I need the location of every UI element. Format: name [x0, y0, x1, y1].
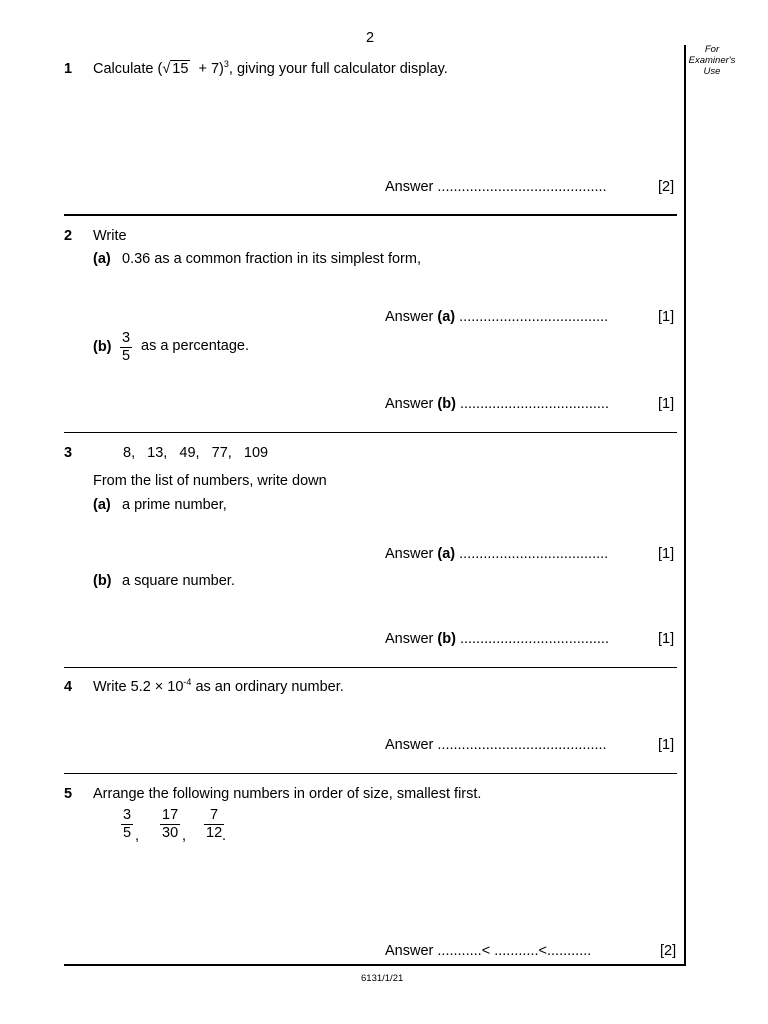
- q4-text: [93, 679, 344, 695]
- page-bottom-rule: [64, 964, 686, 966]
- q1-text: [93, 61, 448, 77]
- q3-answer-b-part: (b): [437, 631, 456, 647]
- examiner-margin-line: [684, 45, 686, 966]
- q2-number: 2: [64, 228, 73, 244]
- q3-answer-b-line[interactable]: [385, 631, 609, 647]
- q1-text-pre: Calculate (: [93, 61, 163, 77]
- q4-number: 4: [64, 679, 73, 695]
- q2-marks-a: [1]: [658, 309, 675, 325]
- q5-answer-label: Answer: [385, 943, 434, 959]
- q2-a-label: (a): [93, 251, 111, 267]
- page-number: 2: [366, 30, 375, 46]
- q2-answer-b-dots[interactable]: .....................................: [459, 396, 609, 412]
- q5-fraction-1-sep: ,: [135, 828, 140, 844]
- q1-marks: [2]: [658, 179, 675, 195]
- q1-text-post: , giving your full calculator display.: [228, 61, 448, 77]
- q5-fraction-3-denominator: 12: [206, 825, 223, 841]
- q5-text: Arrange the following numbers in order of size, smallest first.: [93, 786, 482, 802]
- q3-answer-a-dots[interactable]: .....................................: [459, 546, 609, 562]
- divider-q1-q2: [64, 214, 677, 216]
- q3-a-text: a prime number,: [122, 497, 227, 513]
- q3-answer-b-dots[interactable]: .....................................: [459, 631, 609, 647]
- q3-number: 3: [64, 445, 73, 461]
- q2-b-label: (b): [93, 339, 112, 355]
- q3-b-text: a square number.: [122, 573, 235, 589]
- q1-answer-line[interactable]: [385, 179, 607, 195]
- q4-marks: [1]: [658, 737, 675, 753]
- q3-intro: From the list of numbers, write down: [93, 473, 327, 489]
- q1-answer-dots[interactable]: ..........................................: [437, 179, 607, 195]
- examiner-margin-label: [685, 44, 739, 77]
- q2-b-numerator: 3: [122, 330, 131, 346]
- q1-answer-label: Answer: [385, 179, 434, 195]
- q5-fraction-2-numerator: 17: [162, 807, 179, 823]
- divider-q2-q3: [64, 432, 677, 433]
- sqrt-icon: √: [162, 61, 171, 77]
- q3-marks-a: [1]: [658, 546, 675, 562]
- q3-a-label: (a): [93, 497, 111, 513]
- q2-b-denominator: 5: [122, 348, 131, 364]
- examiner-label-line1: For: [704, 44, 720, 55]
- q3-answer-a-word: Answer: [385, 546, 434, 562]
- q5-answer-dots[interactable]: ...........< ...........<...........: [437, 943, 592, 959]
- q3-b-label: (b): [93, 573, 112, 589]
- q3-answer-b-word: Answer: [385, 631, 434, 647]
- q4-exponent: -4: [183, 677, 192, 687]
- q2-answer-a-line[interactable]: [385, 309, 608, 325]
- q3-answer-a-line[interactable]: [385, 546, 608, 562]
- q4-text-post: as an ordinary number.: [191, 679, 344, 695]
- q5-fraction-1-numerator: 3: [123, 807, 132, 823]
- q2-b-fraction: [120, 330, 132, 365]
- q2-answer-a-dots[interactable]: .....................................: [459, 309, 609, 325]
- footer-code: 6131/1/21: [361, 973, 404, 984]
- q3-marks-b: [1]: [658, 631, 675, 647]
- q3-number-list: 8, 13, 49, 77, 109: [123, 445, 269, 461]
- q5-fraction-1-denominator: 5: [123, 825, 132, 841]
- q5-answer-line[interactable]: [385, 943, 591, 959]
- q1-exponent: 3: [223, 59, 229, 69]
- q5-fraction-3-numerator: 7: [210, 807, 219, 823]
- q2-a-text: 0.36 as a common fraction in its simplest form,: [122, 251, 421, 267]
- divider-q3-q4: [64, 667, 677, 668]
- q2-answer-b-line[interactable]: [385, 396, 609, 412]
- q3-answer-a-part: (a): [437, 546, 456, 562]
- q4-answer-dots[interactable]: ..........................................: [437, 737, 607, 753]
- q5-fraction-3-sep: .: [222, 828, 227, 844]
- q2-marks-b: [1]: [658, 396, 675, 412]
- q2-intro: Write: [93, 228, 127, 244]
- q4-answer-line[interactable]: [385, 737, 607, 753]
- q1-text-mid: + 7): [198, 61, 224, 77]
- q5-marks: [2]: [660, 943, 677, 959]
- q2-answer-b-word: Answer: [385, 396, 434, 412]
- q2-answer-a-part: (a): [437, 309, 456, 325]
- q5-number: 5: [64, 786, 73, 802]
- q5-fraction-1: [121, 807, 133, 842]
- q5-fraction-2-denominator: 30: [162, 825, 179, 841]
- q2-answer-a-word: Answer: [385, 309, 434, 325]
- divider-q4-q5: [64, 773, 677, 774]
- examiner-label-line3: Use: [703, 66, 721, 77]
- q5-fraction-2: [160, 807, 180, 842]
- q2-answer-b-part: (b): [437, 396, 456, 412]
- q4-answer-label: Answer: [385, 737, 434, 753]
- examiner-label-line2: Examiner's: [688, 55, 736, 66]
- q1-sqrt: [162, 61, 190, 77]
- q5-fraction-2-sep: ,: [182, 828, 187, 844]
- q1-number: 1: [64, 61, 73, 77]
- q1-radicand: 15: [172, 61, 189, 77]
- q4-text-pre: Write 5.2 × 10: [93, 679, 184, 695]
- q2-b-text: as a percentage.: [141, 338, 250, 354]
